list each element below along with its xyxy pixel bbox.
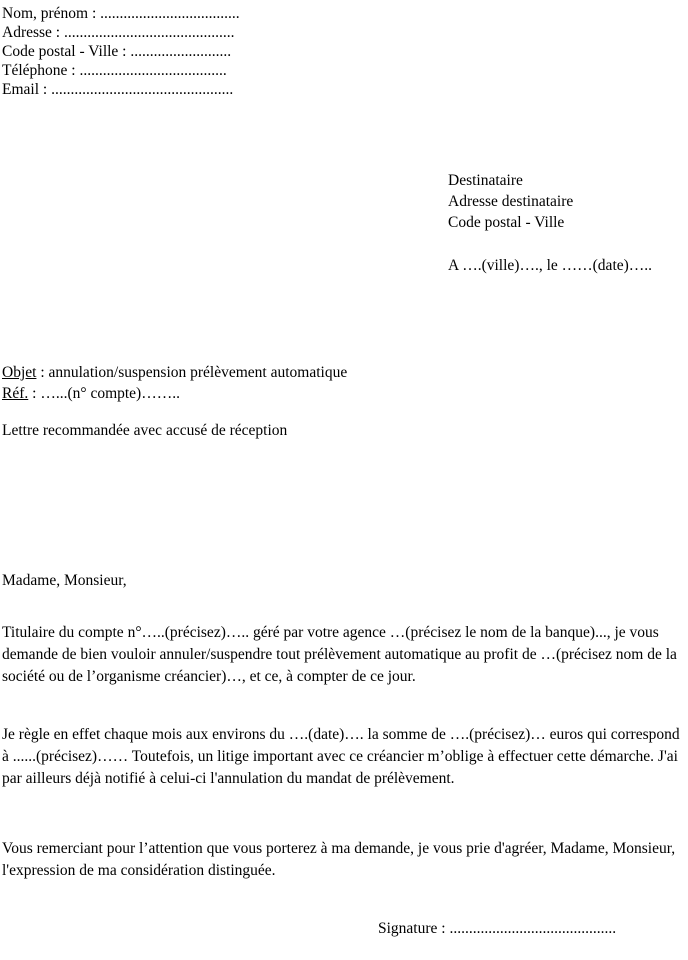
sender-phone-line: Téléphone : ...................................... (2, 62, 227, 79)
recipient-address-block (448, 170, 688, 233)
body-paragraph-closing: Vous remerciant pour l’attention que vous porterez à ma demande, je vous prie d'agréer, Madame, Monsieur, l'expression de ma considération distinguée. (2, 840, 676, 879)
recipient-address-line: Adresse destinataire (448, 193, 574, 210)
recipient-postal-city-line: Code postal - Ville (448, 214, 565, 231)
signature-label: Signature : (378, 920, 450, 937)
reference-separator: : (28, 385, 41, 402)
sender-address-line: Adresse : ............................................ (2, 24, 235, 41)
reference-label: Réf. (2, 385, 29, 402)
salutation: Madame, Monsieur, (2, 572, 127, 589)
object-value: annulation/suspension prélèvement automatique (48, 364, 348, 381)
sender-address-block (2, 4, 302, 99)
recipient-name-line: Destinataire (448, 172, 523, 189)
sender-email-line: Email : ............................................... (2, 81, 234, 98)
sender-postal-city-line: Code postal - Ville : .......................... (2, 43, 232, 60)
reference-value: …...(n° compte)…….. (40, 385, 180, 402)
reference-line (2, 383, 602, 404)
registered-mail-notice: Lettre recommandée avec accusé de réception (2, 422, 288, 439)
sender-name-line: Nom, prénom : .................................... (2, 5, 240, 22)
signature-line (378, 918, 616, 939)
body-paragraph-2: Je règle en effet chaque mois aux environs du ….(date)…. la somme de ….(précisez)… euros qui correspond à ......(précisez)…… Toutefois, un litige important avec ce créancier m’oblige à effectuer cette démarche. J'ai par ailleurs déjà notifié à celui-ci l'annulation du mandat de prélèvement. (2, 726, 680, 787)
signature-dots: ........................................... (449, 920, 617, 937)
object-line (2, 362, 602, 383)
object-label: Objet (2, 364, 37, 381)
subject-reference-block (2, 362, 602, 404)
object-separator: : (36, 364, 49, 381)
body-paragraph-1: Titulaire du compte n°…..(précisez)….. géré par votre agence …(précisez le nom de la banque)..., je vous demande de bien vouloir annuler/suspendre tout prélèvement automatique au profit de …(précisez nom de la société ou de l’organisme créancier)…, et ce, à compter de ce jour. (2, 624, 677, 685)
place-and-date-line: A ….(ville)…., le ……(date)….. (448, 257, 653, 274)
